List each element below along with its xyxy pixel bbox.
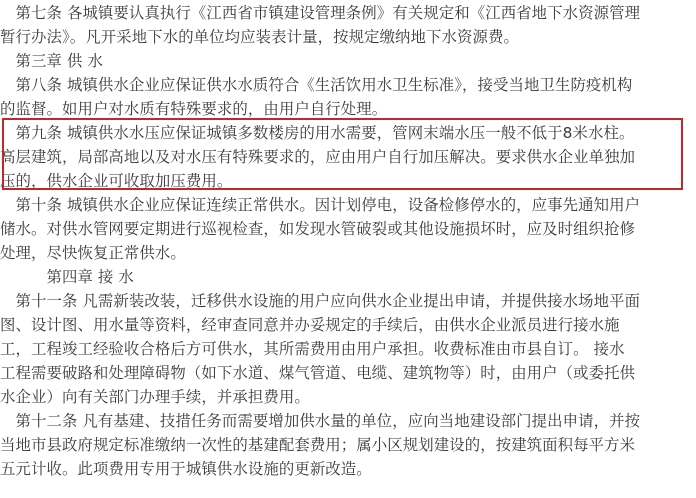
article-9-line-1: 第九条 城镇供水水压应保证城镇多数楼房的用水需要，管网末端水压一般不低于8米水柱。 — [0, 124, 635, 142]
article-9-line-3: 压的，供水企业可收取加压费用。 — [0, 172, 233, 190]
article-9-line-2: 高层建筑，局部高地以及对水压有特殊要求的，应由用户自行加压解决。要求供水企业单独加 — [0, 148, 636, 166]
article-12-line-3: 五元计收。此项费用专用于城镇供水设施的更新改造。 — [0, 460, 372, 478]
article-7-line-1: 第七条 各城镇要认真执行《江西省市镇建设管理条例》有关规定和《江西省地下水资源管理 — [0, 4, 641, 22]
article-12-line-1: 第十二条 凡有基建、技措任务而需要增加供水量的单位，应向当地建设部门提出申请，并按 — [0, 412, 641, 430]
article-10-line-1: 第十条 城镇供水企业应保证连续正常供水。因计划停电，设备检修停水的，应事先通知用户 — [0, 196, 641, 214]
article-10-line-3: 处理，尽快恢复正常供水。 — [0, 244, 186, 262]
article-12-line-2: 当地市县政府规定标准缴纳一次性的基建配套费用；属小区规划建设的，按建筑面积每平方米 — [0, 436, 636, 454]
article-10-line-2: 储水。对供水管网要定期进行巡视检查，如发现水管破裂或其他设施损坏时，应及时组织抢修 — [0, 220, 636, 238]
article-7-line-2: 暂行办法》。凡开采地下水的单位均应装表计量，按规定缴纳地下水资源费。 — [0, 28, 519, 46]
chapter-4-heading: 第四章 接 水 — [0, 268, 134, 286]
article-8-line-2: 的监督。如用户对水质有特殊要求的，由用户自行处理。 — [0, 100, 388, 118]
article-11-line-4: 工程需要破路和处理障碍物（如下水道、煤气管道、电缆、建筑物等）时，由用户（或委托供 — [0, 364, 636, 382]
article-11-line-2: 图、设计图、用水量等资料，经审查同意并办妥规定的手续后，由供水企业派员进行接水施 — [0, 316, 620, 334]
article-11-line-1: 第十一条 凡需新装改装，迁移供水设施的用户应向供水企业提出申请，并提供接水场地平面 — [0, 292, 641, 310]
article-11-line-3: 工，工程竣工经验收合格后方可供水，其所需费用由用户承担。收费标准由市县自订。 接水 — [0, 340, 625, 358]
article-8-line-1: 第八条 城镇供水企业应保证供水水质符合《生活饮用水卫生标准》，接受当地卫生防疫机构 — [0, 76, 633, 94]
chapter-3-heading: 第三章 供 水 — [0, 52, 103, 70]
article-11-line-5: 水企业）向有关部门办理手续，并承担费用。 — [0, 388, 310, 406]
